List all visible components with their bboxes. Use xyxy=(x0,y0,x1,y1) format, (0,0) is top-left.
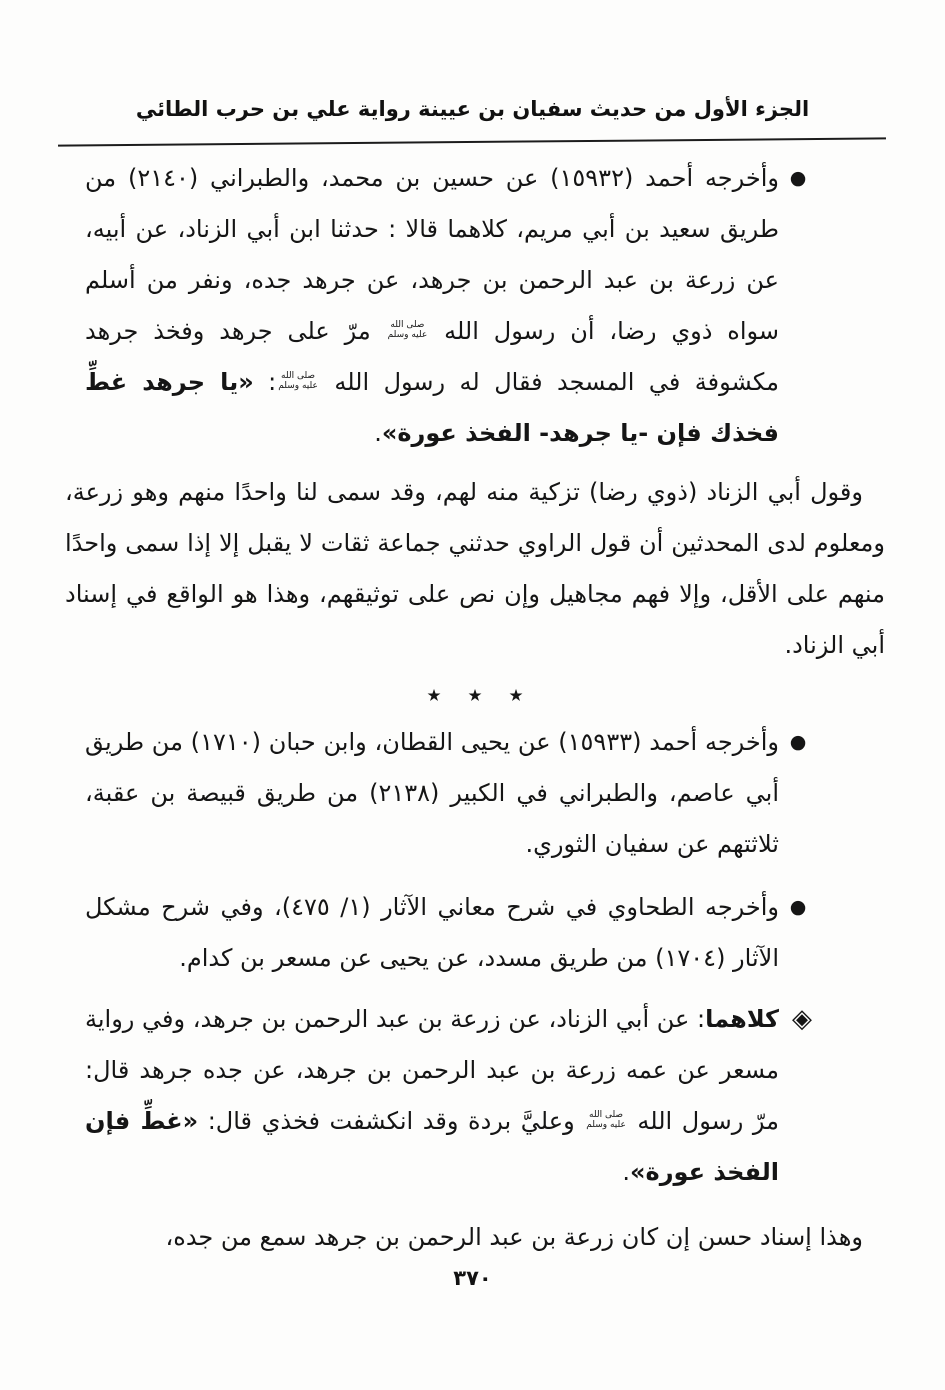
pbuh-mark xyxy=(278,371,318,391)
paragraph-text: وأخرجه أحمد (١٥٩٣٣) عن يحيى القطان، وابن حبان (١٧١٠) من طريق أبي عاصم، والطبراني في الكبير (٢١٣٨) من طريق قبيصة بن عقبة، ثلاثتهم عن سفيان الثوري. xyxy=(85,728,780,858)
paragraph-text: وعليَّ بردة وقد انكشفت فخذي قال: xyxy=(198,1107,585,1135)
lead-word-bold: كلاهما xyxy=(705,1005,779,1033)
paragraph-text: : xyxy=(253,368,277,396)
bullet-diamond-icon: ◈ xyxy=(792,1004,812,1034)
paragraph-text: : عن أبي الزناد، عن زرعة بن عبد الرحمن بن جرهد، وفي رواية مسعر عن عمه زرعة بن عبد الرحمن بن جرهد، عن جده جرهد قال: مرّ رسول الله xyxy=(85,1005,780,1135)
paragraph-hadith-takhrij-1 xyxy=(85,153,807,459)
pbuh-line: عليه وسلم xyxy=(278,381,318,391)
pbuh-line: عليه وسلم xyxy=(586,1120,626,1130)
hadith-quote-bold: «غطِّ فإن الفخذ عورة» xyxy=(85,1107,779,1186)
paragraph-hadith-takhrij-2 xyxy=(85,717,807,870)
paragraph-text: وأخرجه أحمد (١٥٩٣٢) عن حسين بن محمد، والطبراني (٢١٤٠) من طريق سعيد بن أبي مريم، كلاهما قالا : حدثنا ابن أبي الزناد، عن أبيه، عن زرعة بن عبد الرحمن بن جرهد، عن جرهد جده، ونفر من أسلم سواه ذوي رضا، أن رسول الله xyxy=(85,164,780,345)
header-divider xyxy=(58,137,886,146)
paragraph-text: . xyxy=(622,1158,631,1186)
pbuh-mark xyxy=(388,320,428,340)
hadith-quote-bold: «يا جرهد غطِّ فخذك فإن -يا جرهد- الفخذ عورة» xyxy=(85,368,779,447)
paragraph-text: . xyxy=(374,419,382,447)
paragraph-commentary xyxy=(65,467,885,671)
bullet-circle-icon: ● xyxy=(789,896,807,918)
paragraph-isnad-grading xyxy=(65,1212,885,1263)
page-title: الجزء الأول من حديث سفيان بن عيينة رواية علي بن حرب الطائي xyxy=(135,97,810,121)
page-body xyxy=(65,153,885,1263)
pbuh-line: صلى الله xyxy=(589,1110,624,1120)
bullet-circle-icon: ● xyxy=(789,731,807,753)
three-stars-separator: ٭ ٭ ٭ xyxy=(426,678,524,711)
pbuh-line: عليه وسلم xyxy=(387,330,428,340)
pbuh-line: صلى الله xyxy=(390,320,425,330)
paragraph-hadith-takhrij-3 xyxy=(85,882,807,984)
paragraph-text: وأخرجه الطحاوي في شرح معاني الآثار (١/ ٤٧٥)، وفي شرح مشكل الآثار (١٧٠٤) من طريق مسدد، عن يحيى عن مسعر بن كدام. xyxy=(85,893,779,972)
bullet-circle-icon: ● xyxy=(789,167,807,189)
pbuh-line: صلى الله xyxy=(281,371,316,381)
page-number: ٣٧٠ xyxy=(453,1266,492,1290)
paragraph-text: مرّ على جرهد وفخذ جرهد مكشوفة في المسجد فقال له رسول الله xyxy=(85,317,780,396)
pbuh-mark xyxy=(586,1110,626,1130)
paragraph-text: وقول أبي الزناد (ذوي رضا) تزكية منه لهم، وقد سمى لنا واحدًا منهم وهو زرعة، ومعلوم لدى المحدثين أن قول الراوي حدثني جماعة ثقات لا يقبل إلا إذا سمى واحدًا منهم على الأقل، وإلا فهم مجاهيل وإن نص على توثيقهم، وهذا هو الواقع في إسناد أبي الزناد. xyxy=(65,478,885,659)
paragraph-text: وهذا إسناد حسن إن كان زرعة بن عبد الرحمن بن جرهد سمع من جده، xyxy=(165,1223,863,1251)
paragraph-isnad-detail xyxy=(85,994,812,1198)
